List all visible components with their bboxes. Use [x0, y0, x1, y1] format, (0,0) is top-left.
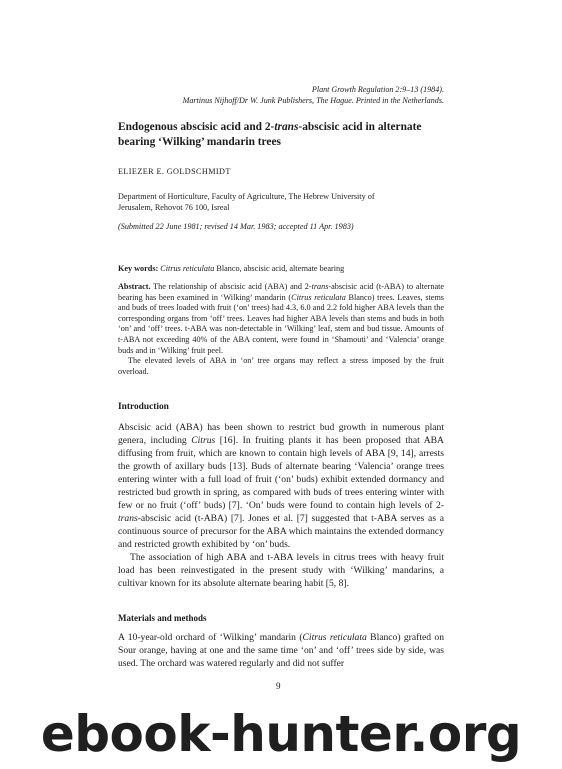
introduction-heading: Introduction	[118, 402, 169, 412]
title-part-1: Endogenous abscisic acid and 2-	[118, 121, 275, 133]
keywords-label: Key words:	[118, 264, 159, 273]
keywords	[118, 264, 344, 273]
keywords-species: Citrus reticulata	[160, 264, 215, 273]
methods-heading: Materials and methods	[118, 613, 207, 623]
title-part-2: -abscisic acid in alternate bearing ‘Wilking’ mandarin trees	[118, 121, 422, 148]
abstract-text-c: Blanco) trees. Leaves, stems and buds of trees loaded with fruit (‘on’ trees) had 4.3, 6.0 and 2.2 fold higher ABA levels than the corresponding organs from ‘off’ trees. Leaves had higher ABA levels than stems and buds in both ‘on’ and ‘off’ trees. t-ABA was non-detectable in ‘Wilking’ leaf, stem and bud tissue. Amounts of t-ABA not exceeding 40% of the ABA content, were found in ‘Shamouti’ and ‘Valencia’ orange buds and in ‘Wilking’ fruit peel.	[118, 292, 444, 355]
introduction-paragraph-1	[118, 421, 444, 551]
methods-paragraph-1	[118, 631, 444, 670]
methods-text-b: Blanco) grafted on Sour orange, having at one and the same time ‘on’ and ‘off’ trees side by side, was used. The orchard was watered regularly and did not suffer	[118, 632, 444, 669]
submission-dates: (Submitted 22 June 1981; revised 14 Mar. 1983; accepted 11 Apr. 1983)	[118, 222, 354, 231]
abstract-label: Abstract.	[118, 282, 151, 291]
intro-text-c: -abscisic acid (t-ABA) [7]. Jones et al. [7] suggested that t-ABA serves as a continuous source of precursor for the ABA which maintains the extended dormancy and restricted growth exhibited by ‘on’ buds.	[118, 513, 444, 550]
author-name: ELIEZER E. GOLDSCHMIDT	[118, 167, 231, 176]
article-title	[118, 120, 458, 150]
journal-line-2: Martinus Nijhoff/Dr W. Junk Publishers, The Hague. Printed in the Netherlands.	[182, 96, 444, 105]
page-number: 9	[276, 681, 281, 691]
abstract-trans: trans	[311, 282, 329, 291]
affiliation-line-1: Department of Horticulture, Faculty of Agriculture, The Hebrew University of	[118, 192, 375, 201]
abstract-text-b: -abscisic acid (t-ABA) to alternate bearing has been examined in ‘Wilking’ mandarin (	[118, 282, 444, 302]
introduction-body	[118, 421, 444, 590]
abstract	[118, 282, 444, 377]
methods-text-a: A 10-year-old orchard of ‘Wilking’ mandarin (	[118, 632, 303, 643]
abstract-species: Citrus reticulata	[291, 292, 346, 302]
title-trans: trans	[274, 121, 299, 133]
affiliation-line-2: Jerusalem, Rehovot 76 100, Isreal	[118, 203, 230, 212]
abstract-text-a: The relationship of abscisic acid (ABA) and 2-	[150, 282, 312, 291]
abstract-paragraph-2: The elevated levels of ABA in ‘on’ tree organs may reflect a stress imposed by the fruit overload.	[118, 356, 444, 376]
intro-text-a: Abscisic acid (ABA) has been shown to restrict bud growth in numerous plant genera, including	[118, 422, 444, 446]
journal-line-1: Plant Growth Regulation 2:9–13 (1984).	[311, 85, 444, 94]
watermark: ebook-hunter.org	[40, 705, 522, 763]
affiliation	[118, 191, 458, 213]
abstract-paragraph-1	[118, 282, 444, 356]
intro-trans: trans	[118, 513, 138, 524]
journal-citation	[183, 84, 444, 106]
introduction-paragraph-2: The association of high ABA and t-ABA levels in citrus trees with heavy fruit load has been reinvestigated in the present study with ‘Wilking’ mandarins, a cultivar known for its absolute alternate bearing habit [5, 8].	[118, 552, 444, 589]
intro-text-b: [16]. In fruiting plants it has been proposed that ABA diffusing from fruit, which are known to contain high levels of ABA [9, 14], arrests the growth of axillary buds [13]. Buds of alternate bearing ‘Valencia’ orange trees entering winter with a full load of fruit (‘on’ buds) exhibit extended dormancy and restricted bud growth in spring, as compared with buds of trees entering winter with few or no fruit (‘off’ buds) [7]. ‘On’ buds were found to contain high levels of 2-	[118, 435, 444, 511]
intro-citrus: Citrus	[191, 435, 216, 446]
methods-species: Citrus reticulata	[302, 632, 367, 643]
keywords-rest: Blanco, abscisic acid, alternate bearing	[214, 264, 345, 273]
